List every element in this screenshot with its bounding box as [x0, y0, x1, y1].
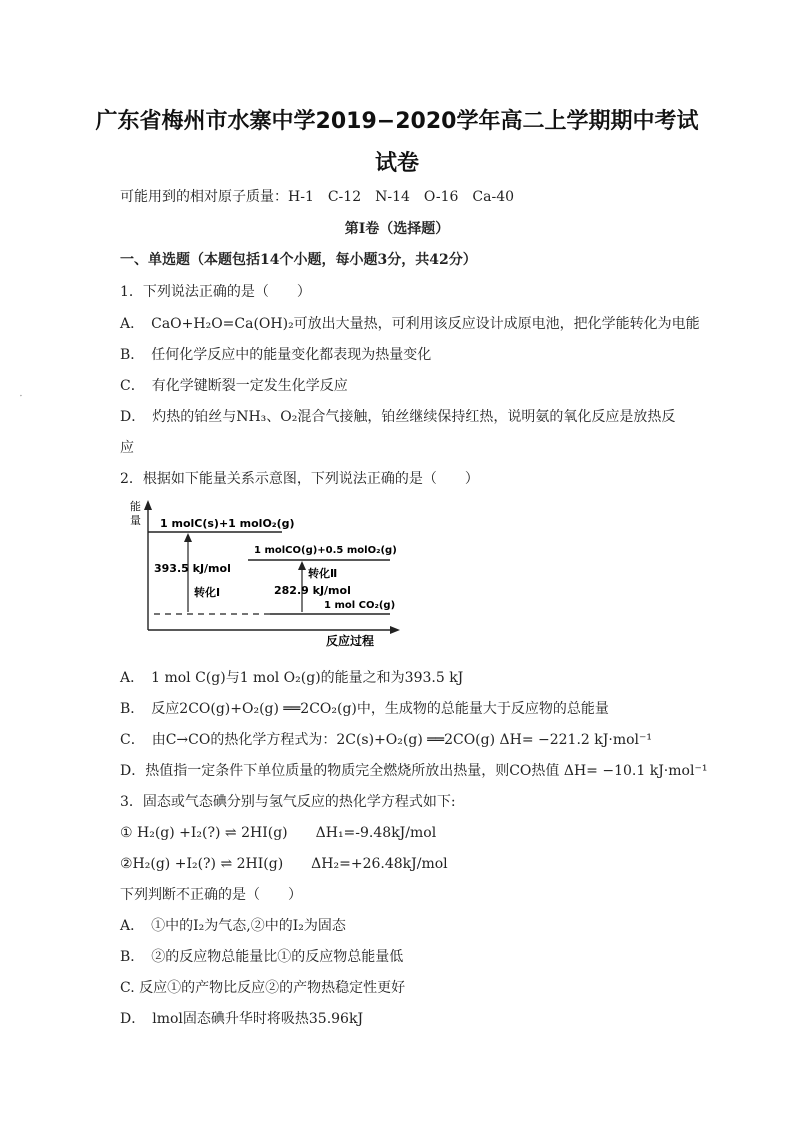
q2-option-c: C． 由C→CO的热化学方程式为：2C(s)+O₂(g) ══2CO(g) ΔH= −221.2 kJ·mol⁻¹ [120, 732, 653, 748]
atomic-mass-line: 可能用到的相对原子质量：H-1 C-12 N-14 O-16 Ca-40 [120, 189, 515, 205]
q3-option-c: C. 反应①的产物比反应②的产物热稳定性更好 [120, 980, 406, 996]
section-title: 第Ⅰ卷（选择题） [344, 221, 450, 237]
transform-2-arrow-head [298, 561, 306, 570]
y-axis-label-2: 量 [130, 514, 141, 527]
x-axis-label: 反应过程 [326, 634, 375, 648]
exam-title-line1: 广东省梅州市水寨中学2019−2020学年高二上学期期中考试 [95, 109, 699, 134]
transform-1-arrow-head [184, 533, 192, 542]
transform-1-label: 转化Ⅰ [194, 586, 221, 599]
transform-2-label: 转化Ⅱ [308, 567, 338, 580]
part-heading: 一、单选题（本题包括14个小题，每小题3分，共42分） [120, 252, 477, 268]
q1-option-b: B． 任何化学反应中的能量变化都表现为热量变化 [120, 347, 432, 363]
q1-stem: 1．下列说法正确的是（ ） [120, 284, 311, 300]
q1-option-c: C． 有化学键断裂一定发生化学反应 [120, 378, 348, 394]
level-bottom-label: 1 mol CO₂(g) [324, 600, 396, 611]
y-axis-label-text: 能量 [20, 396, 22, 397]
q3-option-d: D． lmol固态碘升华时将吸热35.96kJ [120, 1011, 364, 1027]
q2-option-d: D．热值指一定条件下单位质量的物质完全燃烧所放出热量，则CO热值 ΔH= −10.1 kJ·mol⁻¹ [120, 763, 708, 779]
q2-option-a: A． 1 mol C(g)与1 mol O₂(g)的能量之和为393.5 kJ [120, 670, 464, 686]
q3-equation-2: ②H₂(g) +I₂(?) ⇌ 2HI(g) ΔH₂=+26.48kJ/mol [120, 856, 448, 872]
y-axis-arrow [144, 500, 152, 510]
exam-title-line2: 试卷 [374, 151, 419, 176]
q2-stem: 2．根据如下能量关系示意图，下列说法正确的是（ ） [120, 471, 479, 487]
level-top-label: 1 molC(s)+1 molO₂(g) [160, 517, 295, 530]
q3-option-b: B． ②的反应物总能量比①的反应物总能量低 [120, 949, 404, 965]
q3-stem: 3．固态或气态碘分别与氢气反应的热化学方程式如下: [120, 794, 456, 810]
q1-option-d-line2: 应 [120, 440, 134, 456]
q3-option-a: A． ①中的I₂为气态,②中的I₂为固态 [120, 918, 346, 934]
energy-2-label: 282.9 kJ/mol [274, 584, 351, 597]
q1-option-d-line1: D． 灼热的铂丝与NH₃、O₂混合气接触，铂丝继续保持红热，说明氨的氧化反应是放热反 [120, 409, 676, 425]
y-axis-label-1: 能 [130, 500, 141, 513]
q1-option-a: A． CaO+H₂O=Ca(OH)₂可放出大量热，可利用该反应设计成原电池，把化学能转化为电能 [120, 316, 700, 332]
energy-1-label: 393.5 kJ/mol [154, 562, 231, 575]
level-mid-label: 1 molCO(g)+0.5 molO₂(g) [254, 545, 397, 556]
x-axis-arrow [390, 626, 400, 634]
q3-equation-1: ① H₂(g) +I₂(?) ⇌ 2HI(g) ΔH₁=-9.48kJ/mol [120, 825, 437, 841]
q2-option-b: B． 反应2CO(g)+O₂(g) ══2CO₂(g)中，生成物的总能量大于反应物的总能量 [120, 701, 609, 717]
q3-question: 下列判断不正确的是（ ） [120, 887, 302, 903]
